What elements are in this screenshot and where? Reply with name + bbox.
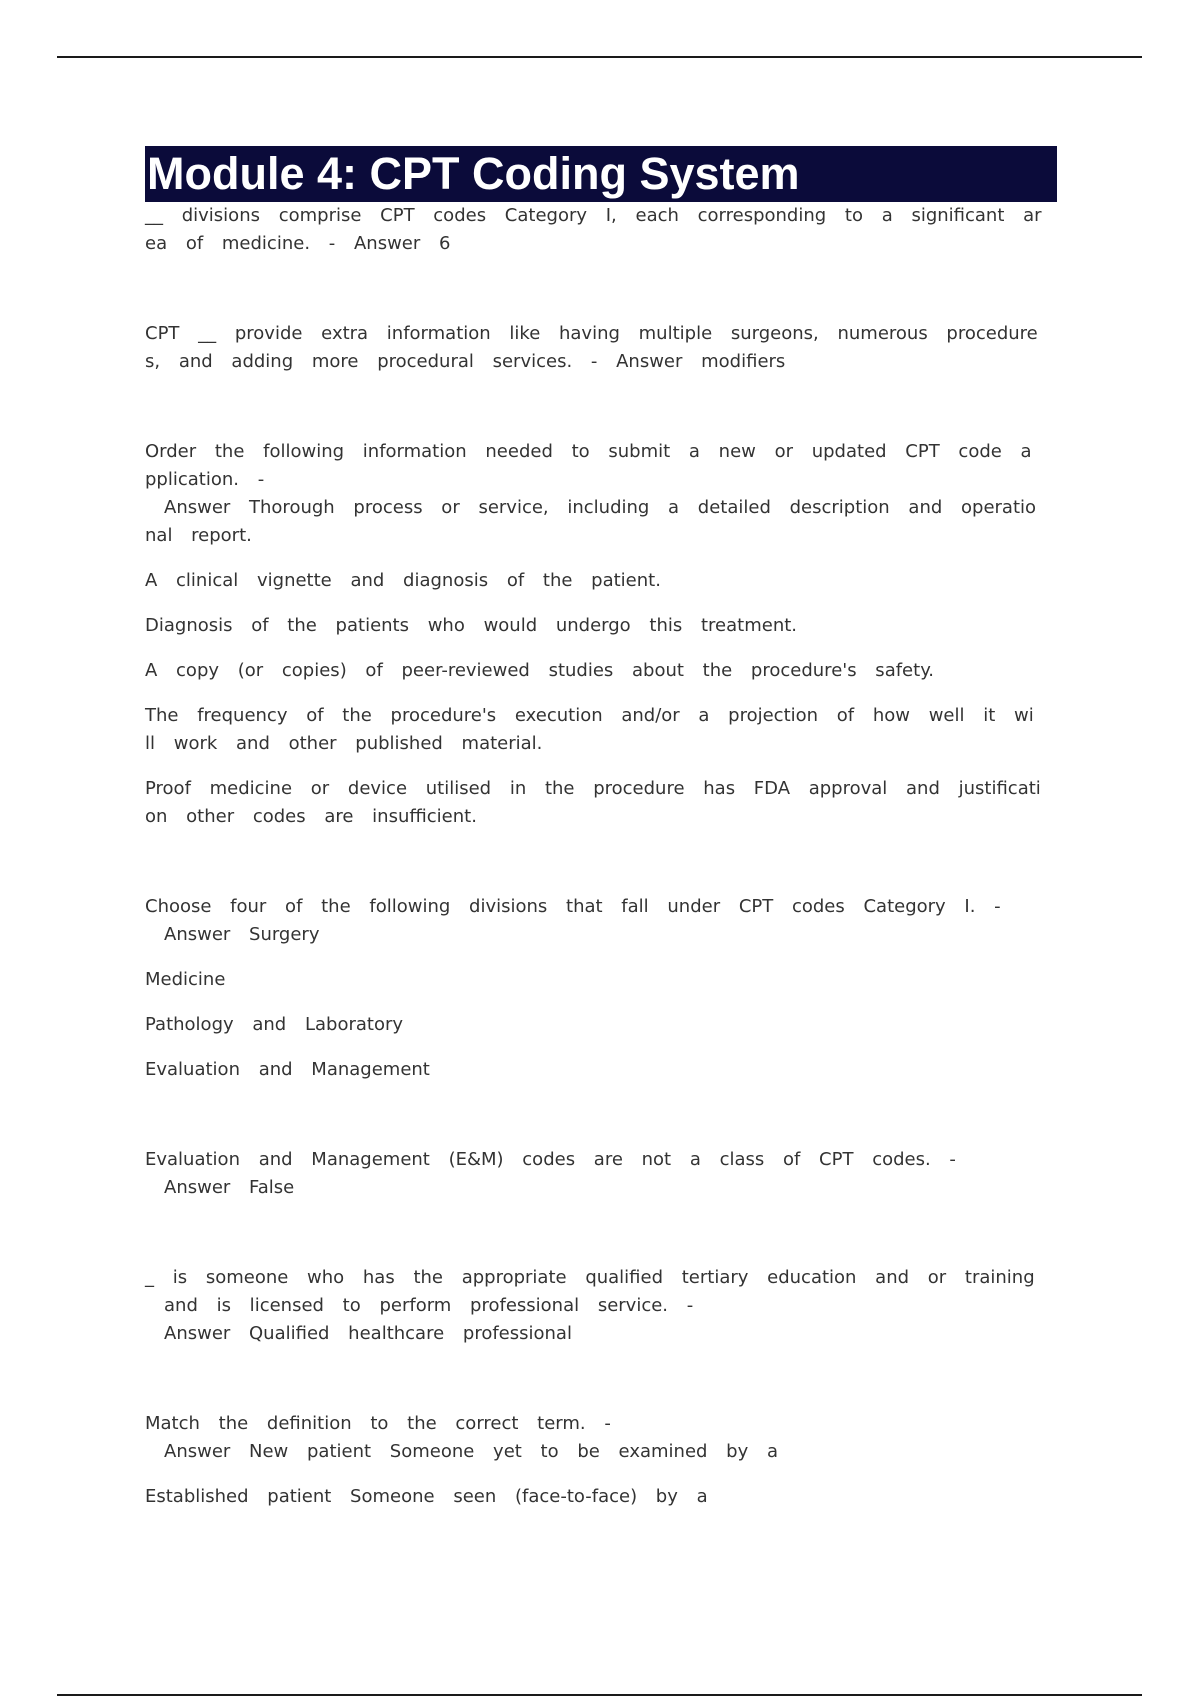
block-spacer [145, 258, 1057, 320]
text-line: and is licensed to perform professional service. - [164, 1295, 694, 1316]
block-spacer [145, 1348, 1057, 1410]
text-line: Answer Thorough process or service, including a detailed description and operatio [164, 497, 1037, 518]
qa-block [145, 320, 1057, 376]
text-line: Answer Surgery [164, 924, 320, 945]
text-line: Match the definition to the correct term. - [145, 1413, 611, 1434]
block-spacer [145, 595, 1057, 612]
block-spacer [145, 550, 1057, 567]
text-line: Evaluation and Management (E&M) codes are not a class of CPT codes. - [145, 1149, 956, 1170]
text-line: Answer New patient Someone yet to be examined by a [164, 1441, 778, 1462]
block-spacer [145, 1084, 1057, 1146]
text-line: nal report. [145, 525, 252, 546]
text-line: Pathology and Laboratory [145, 1014, 404, 1035]
qa-block [145, 1056, 1057, 1084]
text-line: Answer Qualified healthcare professional [164, 1323, 572, 1344]
text-line: s, and adding more procedural services. - Answer modifiers [145, 351, 786, 372]
qa-block [145, 1146, 1057, 1202]
block-spacer [145, 758, 1057, 775]
text-line: ll work and other published material. [145, 733, 543, 754]
qa-list [145, 202, 1057, 1511]
text-line: Diagnosis of the patients who would undergo this treatment. [145, 615, 798, 636]
text-line: A clinical vignette and diagnosis of the patient. [145, 570, 661, 591]
block-spacer [145, 949, 1057, 966]
text-line: Choose four of the following divisions that fall under CPT codes Category I. - [145, 896, 1001, 917]
block-spacer [145, 831, 1057, 893]
block-spacer [145, 685, 1057, 702]
text-line: CPT __ provide extra information like having multiple surgeons, numerous procedure [145, 323, 1038, 344]
qa-block [145, 567, 1057, 595]
text-line: Medicine [145, 969, 226, 990]
qa-block [145, 702, 1057, 758]
text-line: on other codes are insufficient. [145, 806, 477, 827]
qa-block [145, 1264, 1057, 1348]
bottom-rule [57, 1694, 1142, 1696]
block-spacer [145, 640, 1057, 657]
qa-block [145, 657, 1057, 685]
qa-block [145, 612, 1057, 640]
block-spacer [145, 994, 1057, 1011]
qa-block [145, 202, 1057, 258]
qa-block [145, 893, 1057, 949]
text-line: A copy (or copies) of peer-reviewed studies about the procedure's safety. [145, 660, 934, 681]
text-line: The frequency of the procedure's execution and/or a projection of how well it wi [145, 705, 1034, 726]
text-line: Answer False [164, 1177, 295, 1198]
top-rule [57, 56, 1142, 58]
qa-block [145, 1011, 1057, 1039]
qa-block [145, 966, 1057, 994]
text-line: __ divisions comprise CPT codes Category I, each corresponding to a significant ar [145, 205, 1042, 226]
document-body [145, 146, 1057, 1511]
block-spacer [145, 1466, 1057, 1483]
qa-block [145, 1410, 1057, 1466]
block-spacer [145, 1039, 1057, 1056]
text-line: ea of medicine. - Answer 6 [145, 233, 451, 254]
text-line: pplication. - [145, 469, 265, 490]
qa-block [145, 1483, 1057, 1511]
block-spacer [145, 376, 1057, 438]
text-line: Proof medicine or device utilised in the procedure has FDA approval and justificati [145, 778, 1041, 799]
text-line: Order the following information needed to submit a new or updated CPT code a [145, 441, 1032, 462]
qa-block [145, 775, 1057, 831]
block-spacer [145, 1202, 1057, 1264]
text-line: Evaluation and Management [145, 1059, 430, 1080]
page-title: Module 4: CPT Coding System [145, 146, 1057, 202]
text-line: Established patient Someone seen (face-to-face) by a [145, 1486, 708, 1507]
text-line: _ is someone who has the appropriate qualified tertiary education and or training [145, 1267, 1035, 1288]
qa-block [145, 438, 1057, 550]
